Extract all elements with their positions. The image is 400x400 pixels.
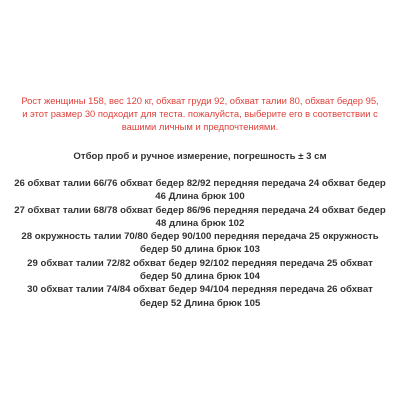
size-row-30: 30 обхват талии 74/84 обхват бедер 94/104 передняя передача 26 обхват бедер 52 Длина брюк 105 [27,284,373,309]
measurement-note-heading: Отбор проб и ручное измерение, погрешность ± 3 см [73,151,327,162]
size-list [14,177,386,310]
size-row-26: 26 обхват талии 66/76 обхват бедер 82/92 передняя передача 24 обхват бедер 46 Длина брюк 100 [14,178,386,203]
model-info-text: Рост женщины 158, вес 120 кг, обхват груди 92, обхват талии 80, обхват бедер 95, и этот размер 30 подходит для теста. пожалуйста, выберите его в соответствии с вашими личным и предпочтениями. [21,95,379,132]
size-row-27: 27 обхват талии 68/78 обхват бедер 86/96 передняя передача 24 обхват бедер 48 длина брюк 102 [14,204,386,229]
size-row-29: 29 обхват талии 72/82 обхват бедер 92/102 передняя передача 25 обхват бедер 50 длина брюк 104 [27,257,373,283]
size-row-28: 28 окружность талии 70/80 бедер 90/100 передняя передача 25 окружность бедер 50 длина брюк 103 [21,231,379,256]
